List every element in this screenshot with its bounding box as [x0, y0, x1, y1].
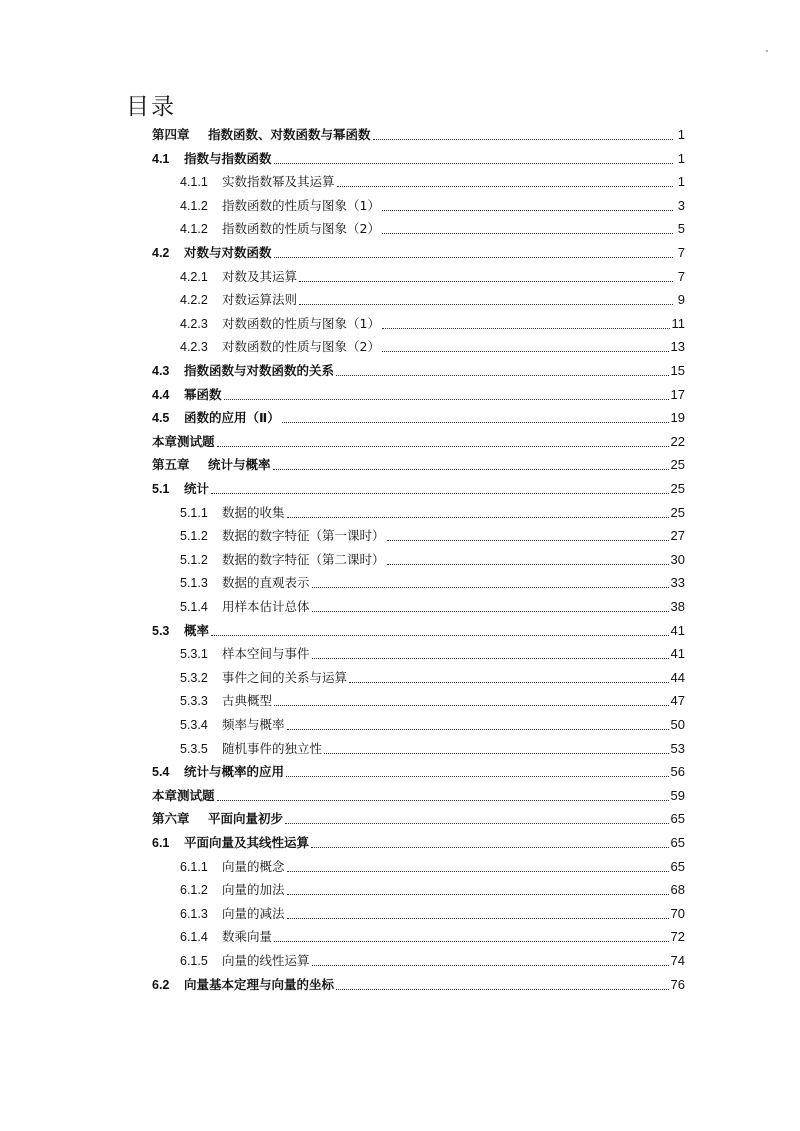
dot-leader [382, 351, 669, 352]
toc-entry-page-number: 70 [670, 905, 685, 921]
toc-entry-title: 频率与概率 [222, 717, 285, 732]
toc-entry-title: 指数函数与对数函数的关系 [184, 363, 335, 378]
toc-entry-number: 6.1.3 [180, 906, 208, 921]
toc-entry-page-number: 7 [677, 268, 685, 284]
toc-entry[interactable] [180, 291, 685, 309]
toc-entry[interactable] [152, 787, 685, 805]
dot-leader [287, 918, 669, 919]
toc-entry-title: 事件之间的关系与运算 [222, 669, 348, 685]
dot-leader [312, 658, 669, 659]
page-title: 目录 [126, 94, 176, 120]
toc-entry-number: 4.4 [152, 387, 170, 402]
toc-entry-number: 4.1.1 [180, 175, 208, 190]
toc-entry[interactable] [180, 504, 685, 522]
toc-entry-page-number: 19 [670, 410, 685, 426]
toc-entry-title: 数乘向量 [222, 929, 273, 945]
toc-entry-page-number: 27 [670, 528, 685, 544]
toc-entry-page-number: 65 [670, 811, 685, 827]
toc-entry-page-number: 1 [677, 150, 685, 166]
toc-entry-number: 5.3.5 [180, 741, 208, 756]
dot-leader [217, 800, 669, 801]
toc-entry[interactable] [180, 716, 685, 734]
toc-entry-page-number: 41 [670, 646, 685, 662]
toc-entry-page-number: 1 [677, 127, 685, 142]
toc-entry-title: 数据的数字特征（第一课时） [222, 528, 385, 544]
dot-leader [312, 611, 669, 612]
toc-entry-title: 幂函数 [184, 386, 222, 402]
toc-entry-page-number: 5 [677, 221, 685, 237]
toc-entry[interactable] [180, 173, 685, 191]
toc-entry-title: 平面向量及其线性运算 [184, 835, 310, 850]
toc-entry-number: 5.3.4 [180, 718, 208, 732]
toc-entry-page-number: 25 [670, 457, 685, 473]
dot-leader [282, 422, 669, 423]
dot-leader [285, 823, 669, 824]
toc-entry[interactable] [180, 858, 685, 876]
toc-entry[interactable] [180, 645, 685, 663]
toc-entry-page-number: 22 [670, 433, 685, 449]
dot-leader [217, 446, 669, 447]
dot-leader [274, 941, 669, 942]
toc-entry-title: 数据的数字特征（第二课时） [222, 551, 385, 567]
toc-entry-title: 指数函数的性质与图象（2） [222, 221, 380, 237]
toc-entry-number: 4.2.3 [180, 316, 208, 331]
toc-entry[interactable] [152, 150, 685, 168]
toc-entry-title: 指数与指数函数 [184, 150, 272, 166]
dot-leader [387, 564, 669, 565]
toc-entry[interactable] [180, 268, 685, 286]
dot-leader [336, 375, 669, 376]
dot-leader [287, 871, 669, 872]
toc-entry[interactable] [152, 362, 685, 380]
toc-entry-page-number: 38 [670, 599, 685, 614]
toc-entry-title: 数据的收集 [222, 504, 285, 520]
toc-entry-page-number: 17 [670, 386, 685, 402]
toc-entry-title: 对数及其运算 [222, 268, 298, 284]
toc-entry-page-number: 65 [670, 858, 685, 874]
toc-entry-title: 统计 [184, 481, 210, 496]
toc-entry[interactable] [152, 622, 685, 640]
dot-leader [287, 517, 669, 518]
toc-entry-number: 5.1 [152, 482, 170, 496]
toc-entry-number: 5.1.1 [180, 505, 208, 520]
toc-entry-title: 向量的减法 [222, 905, 285, 921]
dot-leader [382, 233, 673, 234]
dot-leader [324, 753, 669, 754]
dot-leader [299, 281, 673, 282]
toc-entry-title: 函数的应用（Ⅱ） [184, 410, 280, 426]
toc-entry-number: 第五章 [152, 457, 190, 473]
toc-entry-page-number: 25 [670, 504, 685, 520]
toc-entry-number: 4.2 [152, 246, 170, 260]
toc-entry[interactable] [180, 551, 685, 569]
dot-leader [312, 965, 669, 966]
toc-entry-number: 5.1.2 [180, 529, 208, 544]
toc-entry[interactable] [180, 527, 685, 545]
toc-entry-number: 6.1.1 [180, 859, 208, 874]
dot-leader [286, 776, 669, 777]
toc-entry-number: 6.1.4 [180, 930, 208, 945]
dot-leader [382, 328, 670, 329]
toc-entry-number: 4.3 [152, 364, 170, 378]
dot-leader [211, 493, 669, 494]
dot-leader [337, 186, 673, 187]
toc-entry-number: 第六章 [152, 811, 190, 827]
dot-leader [349, 682, 669, 683]
toc-entry-title: 样本空间与事件 [222, 646, 310, 662]
dot-leader [274, 163, 673, 164]
dot-leader [287, 894, 669, 895]
toc-entry-page-number: 13 [670, 339, 685, 355]
toc-entry-page-number: 65 [670, 835, 685, 850]
toc-entry-title: 古典概型 [222, 693, 273, 709]
toc-entry[interactable] [152, 834, 685, 852]
toc-entry-page-number: 59 [670, 787, 685, 803]
toc-entry[interactable] [152, 810, 685, 828]
toc-entry-title: 统计与概率 [208, 457, 271, 473]
toc-entry-number: 5.4 [152, 765, 170, 780]
toc-entry[interactable] [152, 126, 685, 144]
dot-leader [373, 139, 673, 140]
dot-leader [311, 847, 669, 848]
toc-entry[interactable] [152, 409, 685, 427]
toc-entry-number: 4.1.2 [180, 198, 208, 213]
toc-entry-page-number: 25 [670, 481, 685, 496]
dot-leader [382, 210, 673, 211]
toc-entry[interactable] [180, 928, 685, 946]
toc-entry-title: 用样本估计总体 [222, 599, 310, 614]
toc-entry-title: 指数函数的性质与图象（1） [222, 197, 380, 213]
toc-entry-title: 本章测试题 [152, 787, 215, 803]
toc-entry[interactable] [152, 456, 685, 474]
toc-entry-title: 对数与对数函数 [184, 245, 272, 260]
toc-entry-title: 数据的直观表示 [222, 575, 310, 591]
toc-entry-number: 5.3.3 [180, 694, 208, 709]
toc-entry-number: 4.5 [152, 411, 170, 426]
toc-entry-page-number: 3 [677, 197, 685, 213]
toc-entry-number: 5.1.2 [180, 552, 208, 567]
toc-entry[interactable] [180, 315, 685, 333]
toc-entry-number: 6.1.5 [180, 954, 208, 968]
toc-entry-page-number: 74 [670, 953, 685, 968]
toc-entry[interactable] [152, 433, 685, 451]
toc-entry-page-number: 47 [670, 693, 685, 709]
toc-entry-title: 指数函数、对数函数与幂函数 [208, 127, 371, 142]
toc-entry-page-number: 72 [670, 929, 685, 945]
toc-entry-page-number: 9 [677, 292, 685, 308]
toc-entry-number: 5.1.3 [180, 576, 208, 591]
toc-entry-page-number: 56 [670, 764, 685, 780]
toc-entry-title: 向量的线性运算 [222, 953, 310, 968]
dot-leader [312, 587, 669, 588]
toc-entry[interactable] [180, 338, 685, 356]
toc-entry-page-number: 41 [670, 622, 685, 638]
toc-entry-title: 统计与概率的应用 [184, 764, 285, 780]
toc-entry-page-number: 7 [677, 245, 685, 260]
toc-entry-title: 向量基本定理与向量的坐标 [184, 976, 335, 992]
toc-entry[interactable] [180, 574, 685, 592]
toc-entry-title: 实数指数幂及其运算 [222, 174, 335, 190]
dot-leader [224, 399, 669, 400]
toc-entry-number: 6.2 [152, 977, 170, 992]
dot-leader [299, 304, 673, 305]
toc-entry[interactable] [152, 480, 685, 498]
dot-leader [387, 540, 669, 541]
toc-entry[interactable] [180, 881, 685, 899]
toc-entry-page-number: 50 [670, 717, 685, 732]
dot-leader [336, 989, 669, 990]
toc-entry-number: 6.1.2 [180, 883, 208, 898]
toc-entry-title: 对数运算法则 [222, 292, 298, 308]
toc-entry[interactable] [180, 669, 685, 687]
toc-entry-title: 向量的加法 [222, 882, 285, 898]
toc-entry-page-number: 11 [671, 315, 685, 331]
toc-entry-page-number: 33 [670, 575, 685, 591]
toc-entry-number: 5.3.2 [180, 670, 208, 685]
toc-entry-number: 5.1.4 [180, 600, 208, 614]
toc-entry-title: 概率 [184, 622, 210, 638]
toc-entry[interactable] [180, 197, 685, 215]
toc-entry[interactable] [180, 905, 685, 923]
toc-entry[interactable] [180, 220, 685, 238]
toc-entry-page-number: 76 [670, 976, 685, 992]
toc-entry-page-number: 15 [670, 363, 685, 378]
dot-leader [274, 257, 673, 258]
toc-entry-page-number: 1 [677, 174, 685, 190]
toc-entry-title: 平面向量初步 [208, 811, 284, 827]
toc-entry-page-number: 44 [670, 669, 685, 685]
toc-entry[interactable] [152, 763, 685, 781]
toc-entry-number: 4.2.2 [180, 293, 208, 308]
dot-leader [287, 729, 669, 730]
toc-entry-page-number: 30 [670, 551, 685, 567]
toc-entry-number: 4.1 [152, 151, 170, 166]
toc-entry-number: 4.2.3 [180, 340, 208, 355]
scan-speck [766, 50, 768, 52]
toc-entry-number: 5.3 [152, 623, 170, 638]
toc-entry-title: 随机事件的独立性 [222, 740, 323, 756]
toc-entry-number: 4.2.1 [180, 269, 208, 284]
toc-entry-title: 对数函数的性质与图象（1） [222, 315, 380, 331]
toc-entry-title: 对数函数的性质与图象（2） [222, 339, 380, 355]
toc-entry-number: 6.1 [152, 836, 170, 850]
toc-entry[interactable] [180, 692, 685, 710]
dot-leader [274, 705, 669, 706]
toc-entry-title: 向量的概念 [222, 858, 285, 874]
toc-entry[interactable] [180, 598, 685, 616]
toc-entry-title: 本章测试题 [152, 433, 215, 449]
toc-entry-page-number: 68 [670, 882, 685, 898]
dot-leader [211, 635, 669, 636]
toc-entry-number: 5.3.1 [180, 647, 208, 662]
toc-entry[interactable] [152, 386, 685, 404]
toc-entry-number: 第四章 [152, 127, 190, 142]
toc-entry-page-number: 53 [670, 740, 685, 756]
dot-leader [273, 469, 669, 470]
toc-entry[interactable] [152, 244, 685, 262]
toc-entry[interactable] [152, 976, 685, 994]
toc-entry[interactable] [180, 952, 685, 970]
toc-entry-number: 4.1.2 [180, 222, 208, 237]
toc-entry[interactable] [180, 740, 685, 758]
